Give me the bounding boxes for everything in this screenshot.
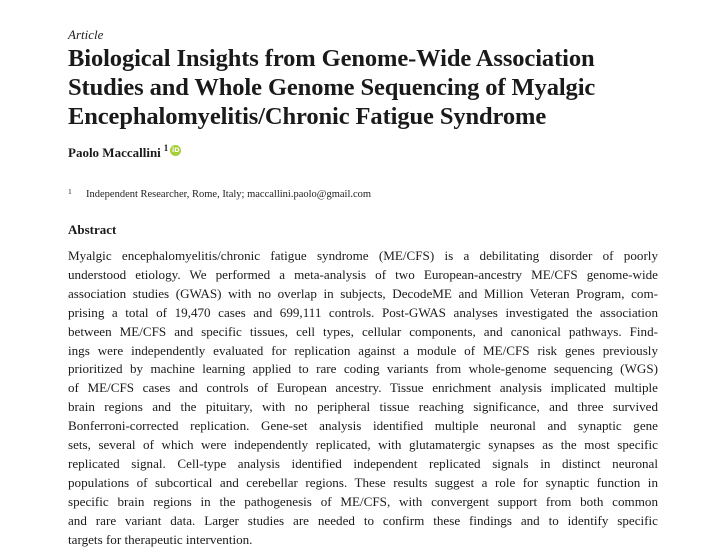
- abstract-line: Bonferroni-corrected replication. Gene-set analysis identified multiple neuronal and synaptic gene: [68, 418, 658, 434]
- abstract-line: of ME/CFS cases and controls of European ancestry. Tissue enrichment analysis implicated multiple: [68, 380, 658, 396]
- abstract-line: populations of subcortical and cerebellar regions. These results suggest a role for synaptic function in: [68, 474, 658, 490]
- abstract-line: Myalgic encephalomyelitis/chronic fatigue syndrome (ME/CFS) is a debilitating disorder of poorly: [68, 248, 658, 263]
- affiliation-text: Independent Researcher, Rome, Italy; maccallini.paolo@gmail.com: [86, 189, 372, 200]
- abstract-line: and rare variant data. Larger studies are needed to confirm these findings and to identify specific: [68, 512, 658, 528]
- abstract-line: between ME/CFS and specific tissues, cell types, cellular components, and canonical pathways. Find-: [68, 323, 658, 339]
- abstract-line: ings were independently evaluated for replication against a module of ME/CFS risk genes previously: [68, 342, 658, 358]
- abstract-line: understood etiology. We performed a meta-analysis of two European-ancestry ME/CFS genome-wide: [68, 266, 658, 282]
- abstract-body: [68, 247, 658, 550]
- author-name: Paolo Maccallini: [68, 145, 161, 160]
- orcid-icon[interactable]: iD: [171, 146, 180, 154]
- abstract-line: sets, several of which were independently replicated, with glutamatergic synapses as the most specific: [68, 437, 658, 453]
- abstract-line: prising a total of 19,470 cases and 699,111 controls. Post-GWAS analyses investigated the association: [68, 304, 658, 320]
- abstract-line: specific brain regions in the pathogenesis of ME/CFS, with convergent support from both common: [68, 493, 658, 509]
- abstract-line: association studies (GWAS) with no overlap in subjects, DecodeME and Million Veteran Program, com-: [68, 285, 658, 301]
- abstract-heading: Abstract: [68, 222, 117, 237]
- paper-title: Biological Insights from Genome-Wide Association Studies and Whole Genome Sequencing of Myalgic Encephalomyelitis/Chronic Fatigue Syndrome: [68, 45, 596, 130]
- abstract-line: brain regions and the pituitary, with no peripheral tissue reaching significance, and three survived: [68, 399, 658, 415]
- article-type-label: Article: [68, 27, 104, 42]
- abstract-line: targets for therapeutic intervention.: [68, 531, 253, 547]
- affiliation-number: 1: [68, 187, 72, 196]
- abstract-line: replicated signal. Cell-type analysis identified independent replicated signals in distinct neuronal: [68, 455, 658, 471]
- author-affiliation-superscript: 1: [163, 143, 169, 153]
- author-line: [68, 145, 181, 161]
- affiliation: [68, 189, 371, 200]
- abstract-line: prioritized by machine learning applied to rare coding variants from whole-genome sequencing (WGS): [68, 361, 658, 377]
